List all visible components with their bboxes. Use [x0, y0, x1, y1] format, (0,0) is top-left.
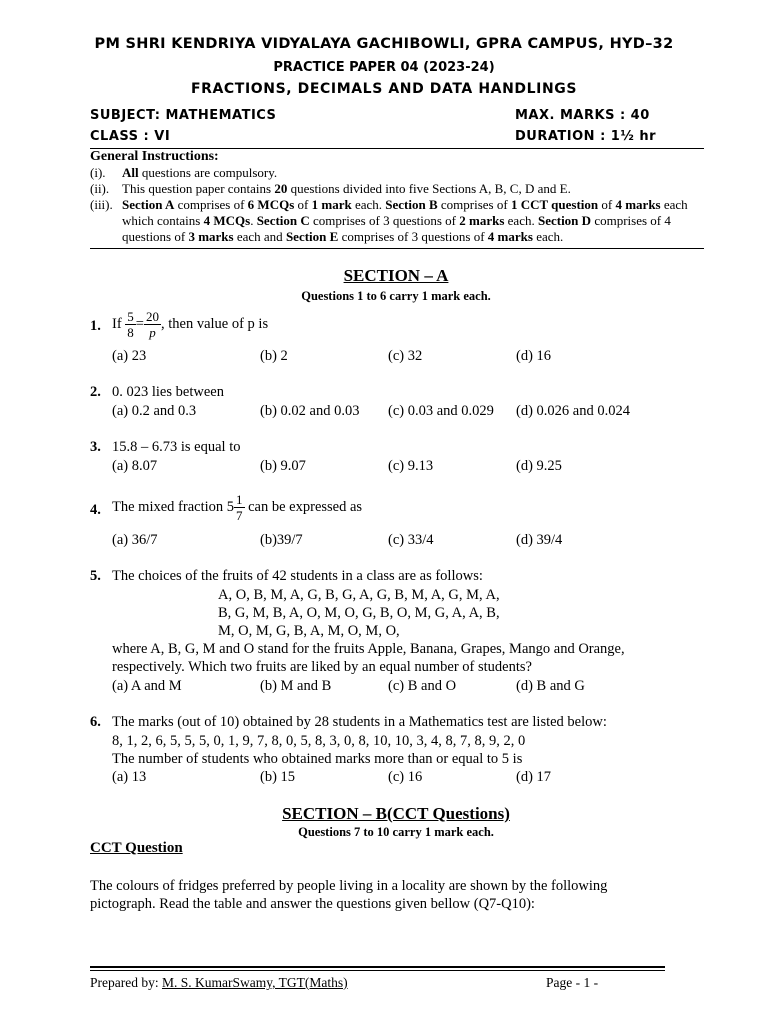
option-b: (b) 9.07: [260, 458, 306, 474]
question-tail: where A, B, G, M and O stand for the fruits Apple, Banana, Grapes, Mango and Orange,: [112, 641, 625, 657]
data-line: A, O, B, M, A, G, B, G, A, G, B, M, A, G, M, A,: [218, 587, 500, 603]
data-line: B, G, M, B, A, O, M, O, G, B, O, M, G, A, A, B,: [218, 605, 500, 621]
option-c: (c) 0.03 and 0.029: [388, 403, 494, 419]
max-marks-label: MAX. MARKS : 40: [515, 108, 650, 123]
option-d: (d) 9.25: [516, 458, 562, 474]
option-b: (b) M and B: [260, 678, 332, 694]
option-a: (a) 23: [112, 348, 147, 364]
question-text: 15.8 – 6.73 is equal to: [112, 439, 241, 455]
option-b: (b)39/7: [260, 532, 303, 548]
option-a: (a) 0.2 and 0.3: [112, 403, 197, 419]
option-b: (b) 2: [260, 348, 288, 364]
class-label: CLASS : VI: [90, 129, 171, 144]
question-text: The marks (out of 10) obtained by 28 students in a Mathematics test are listed below:: [112, 714, 607, 730]
instruction-text: Section A comprises of 6 MCQs of 1 mark each. Section B comprises of 1 CCT question of 4 marks each which contains 4 MCQs. Section C comprises of 3 questions of 2 marks each. Section D comprises of 4 questions of 3 marks each and Section E comprises of 3 questions of 4 marks each.: [122, 197, 688, 244]
author-name: M. S. KumarSwamy, TGT(Maths): [161, 975, 348, 990]
option-d: (d) 17: [516, 769, 552, 785]
option-a: (a) 8.07: [112, 458, 158, 474]
school-name: PM SHRI KENDRIYA VIDYALAYA GACHIBOWLI, GPRA CAMPUS, HYD–32: [94, 36, 674, 52]
option-a: (a) 36/7: [112, 532, 158, 548]
question-line: The number of students who obtained marks more than or equal to 5 is: [112, 751, 523, 767]
question-number: 2.: [90, 384, 101, 400]
option-c: (c) B and O: [388, 678, 457, 694]
section-b-subtitle: Questions 7 to 10 carry 1 mark each.: [298, 825, 494, 839]
paper-title: PRACTICE PAPER 04 (2023-24): [273, 60, 495, 75]
option-c: (c) 32: [388, 348, 423, 364]
question-2: [90, 383, 710, 423]
option-c: (c) 33/4: [388, 532, 434, 548]
option-a: (a) A and M: [112, 678, 182, 694]
question-tail: respectively. Which two fruits are liked by an equal number of students?: [112, 659, 532, 675]
prepared-label: Prepared by:: [90, 975, 159, 990]
option-b: (b) 0.02 and 0.03: [260, 403, 360, 419]
question-3: [90, 438, 710, 478]
question-number: 5.: [90, 568, 101, 584]
question-5: [90, 567, 710, 697]
fraction: $\frac{1}{7}$: [236, 492, 243, 523]
instructions-rule: [90, 248, 704, 249]
paragraph-line: pictograph. Read the table and answer the questions given bellow (Q7-Q10):: [90, 896, 535, 912]
question-number: 4.: [90, 502, 101, 518]
option-c: (c) 16: [388, 769, 423, 785]
option-d: (d) B and G: [516, 678, 585, 694]
fraction: $\frac{5}{8}$: [127, 309, 134, 340]
cct-paragraph: [90, 877, 710, 913]
option-b: (b) 15: [260, 769, 296, 785]
footer-prepared: [90, 975, 348, 991]
footer-rule-thin: [90, 970, 665, 971]
question-number: 3.: [90, 439, 101, 455]
footer-rule: [90, 966, 665, 968]
option-a: (a) 13: [112, 769, 147, 785]
option-d: (d) 39/4: [516, 532, 563, 548]
instruction-item: [90, 197, 706, 245]
question-number: 6.: [90, 714, 101, 730]
topic-title: FRACTIONS, DECIMALS AND DATA HANDLINGS: [190, 81, 578, 97]
option-d: (d) 0.026 and 0.024: [516, 403, 630, 419]
instruction-item: [90, 181, 706, 197]
question-text: 0. 023 lies between: [112, 384, 224, 400]
question-text: The choices of the fruits of 42 students in a class are as follows:: [112, 568, 483, 584]
instruction-number: (i).: [90, 165, 106, 180]
instruction-number: (ii).: [90, 181, 110, 196]
question-number: 1.: [90, 318, 101, 334]
instruction-number: (iii).: [90, 197, 113, 212]
question-6: [90, 713, 710, 788]
page-number: Page - 1 -: [546, 975, 599, 990]
instructions-title: General Instructions:: [90, 149, 219, 164]
paragraph-line: The colours of fridges preferred by people living in a locality are shown by the following: [90, 878, 608, 894]
instruction-text: All questions are compulsory.: [122, 165, 278, 180]
section-a-title: SECTION – A: [343, 266, 449, 285]
question-1: [90, 309, 710, 369]
question-text: The mixed fraction 5 $\frac{1}{7}$ can be expressed as: [112, 492, 363, 523]
fraction: $\frac{20}{p}$: [145, 309, 159, 340]
option-c: (c) 9.13: [388, 458, 434, 474]
subject-label: SUBJECT: MATHEMATICS: [90, 108, 277, 123]
question-text: If $\frac{5}{8}$ = $\frac{20}{p}$ , then value of p is: [112, 309, 269, 340]
section-a-subtitle: Questions 1 to 6 carry 1 mark each.: [301, 289, 491, 303]
question-line: 8, 1, 2, 6, 5, 5, 5, 0, 1, 9, 7, 8, 0, 5, 8, 3, 0, 8, 10, 10, 3, 4, 8, 7, 8, 9, 2, 0: [112, 733, 526, 749]
cct-heading: CCT Question: [90, 840, 183, 856]
data-line: M, O, M, G, B, A, M, O, M, O,: [218, 623, 400, 639]
duration-label: DURATION : 1½ hr: [515, 129, 656, 144]
instruction-text: This question paper contains 20 questions divided into five Sections A, B, C, D and E.: [122, 181, 571, 196]
section-b-title: SECTION – B(CCT Questions): [282, 804, 510, 823]
question-4: [90, 492, 710, 552]
general-instructions: [90, 149, 706, 245]
instruction-item: [90, 165, 706, 181]
option-d: (d) 16: [516, 348, 552, 364]
